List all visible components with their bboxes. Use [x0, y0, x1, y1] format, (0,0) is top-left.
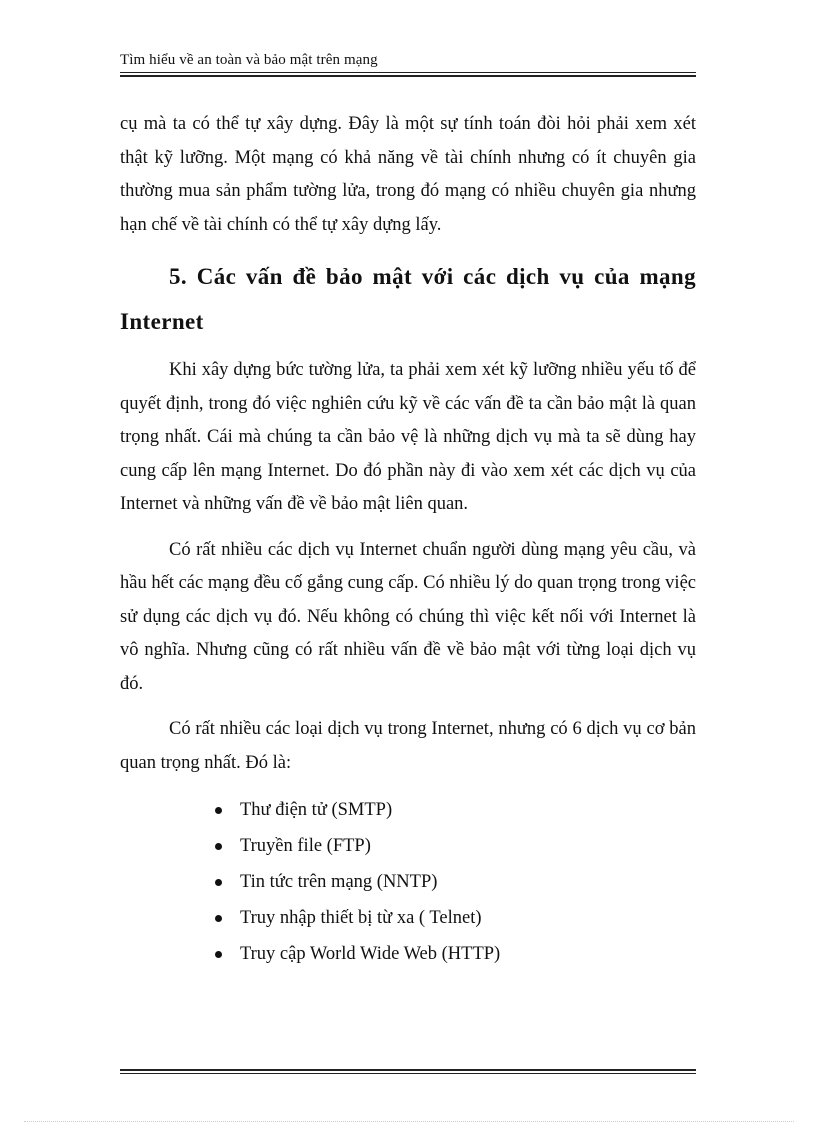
- bullet-icon: [215, 879, 222, 886]
- bullet-icon: [215, 807, 222, 814]
- bullet-icon: [215, 915, 222, 922]
- page-edge-divider: [24, 1121, 794, 1122]
- list-item: [215, 864, 696, 900]
- list-item-text: Truyền file (FTP): [240, 836, 371, 856]
- paragraph-firewall-considerations: Khi xây dựng bức tường lửa, ta phải xem xét kỹ lưỡng nhiều yếu tố để quyết định, trong đó việc nghiên cứu kỹ về các vấn đề ta cần bảo mật là quan trọng nhất. Cái mà chúng ta cần bảo vệ là những dịch vụ mà ta sẽ dùng hay cung cấp lên mạng Internet. Do đó phần này đi vào xem xét các dịch vụ của Internet và những vấn đề về bảo mật liên quan.: [120, 360, 696, 514]
- service-list: [120, 792, 696, 972]
- list-item: [215, 828, 696, 864]
- list-item-text: Tin tức trên mạng (NNTP): [240, 872, 438, 892]
- footer-rule-thick: [120, 1069, 696, 1071]
- list-item: [215, 792, 696, 828]
- section-heading: 5. Các vấn đề bảo mật với các dịch vụ của mạng Internet: [120, 264, 696, 334]
- list-item-text: Truy nhập thiết bị từ xa ( Telnet): [240, 908, 482, 928]
- page-body: [120, 108, 696, 972]
- bullet-icon: [215, 843, 222, 850]
- header-rule-thin: [120, 72, 696, 73]
- header-rule-thick: [120, 75, 696, 77]
- footer-rule-thin: [120, 1073, 696, 1074]
- running-header: Tìm hiểu về an toàn và bảo mật trên mạng: [120, 52, 378, 68]
- list-item-text: Truy cập World Wide Web (HTTP): [240, 944, 501, 964]
- list-item-text: Thư điện tử (SMTP): [240, 800, 393, 820]
- paragraph-standard-services: Có rất nhiều các dịch vụ Internet chuẩn người dùng mạng yêu cầu, và hầu hết các mạng đều cố gắng cung cấp. Có nhiều lý do quan trọng trong việc sử dụng các dịch vụ đó. Nếu không có chúng thì việc kết nối với Internet là vô nghĩa. Nhưng cũng có rất nhiều vấn đề về bảo mật với từng loại dịch vụ đó.: [120, 539, 696, 694]
- bullet-icon: [215, 951, 222, 958]
- paragraph-basic-services-intro: Có rất nhiều các loại dịch vụ trong Internet, nhưng có 6 dịch vụ cơ bản quan trọng nhất. Đó là:: [120, 719, 696, 773]
- list-item: [215, 900, 696, 936]
- paragraph-continuation: cụ mà ta có thể tự xây dựng. Đây là một sự tính toán đòi hỏi phải xem xét thật kỹ lưỡng. Một mạng có khả năng về tài chính nhưng có ít chuyên gia thường mua sản phẩm tường lửa, trong đó mạng có nhiều chuyên gia nhưng hạn chế về tài chính có thể tự xây dựng lấy.: [120, 114, 696, 235]
- list-item: [215, 936, 696, 972]
